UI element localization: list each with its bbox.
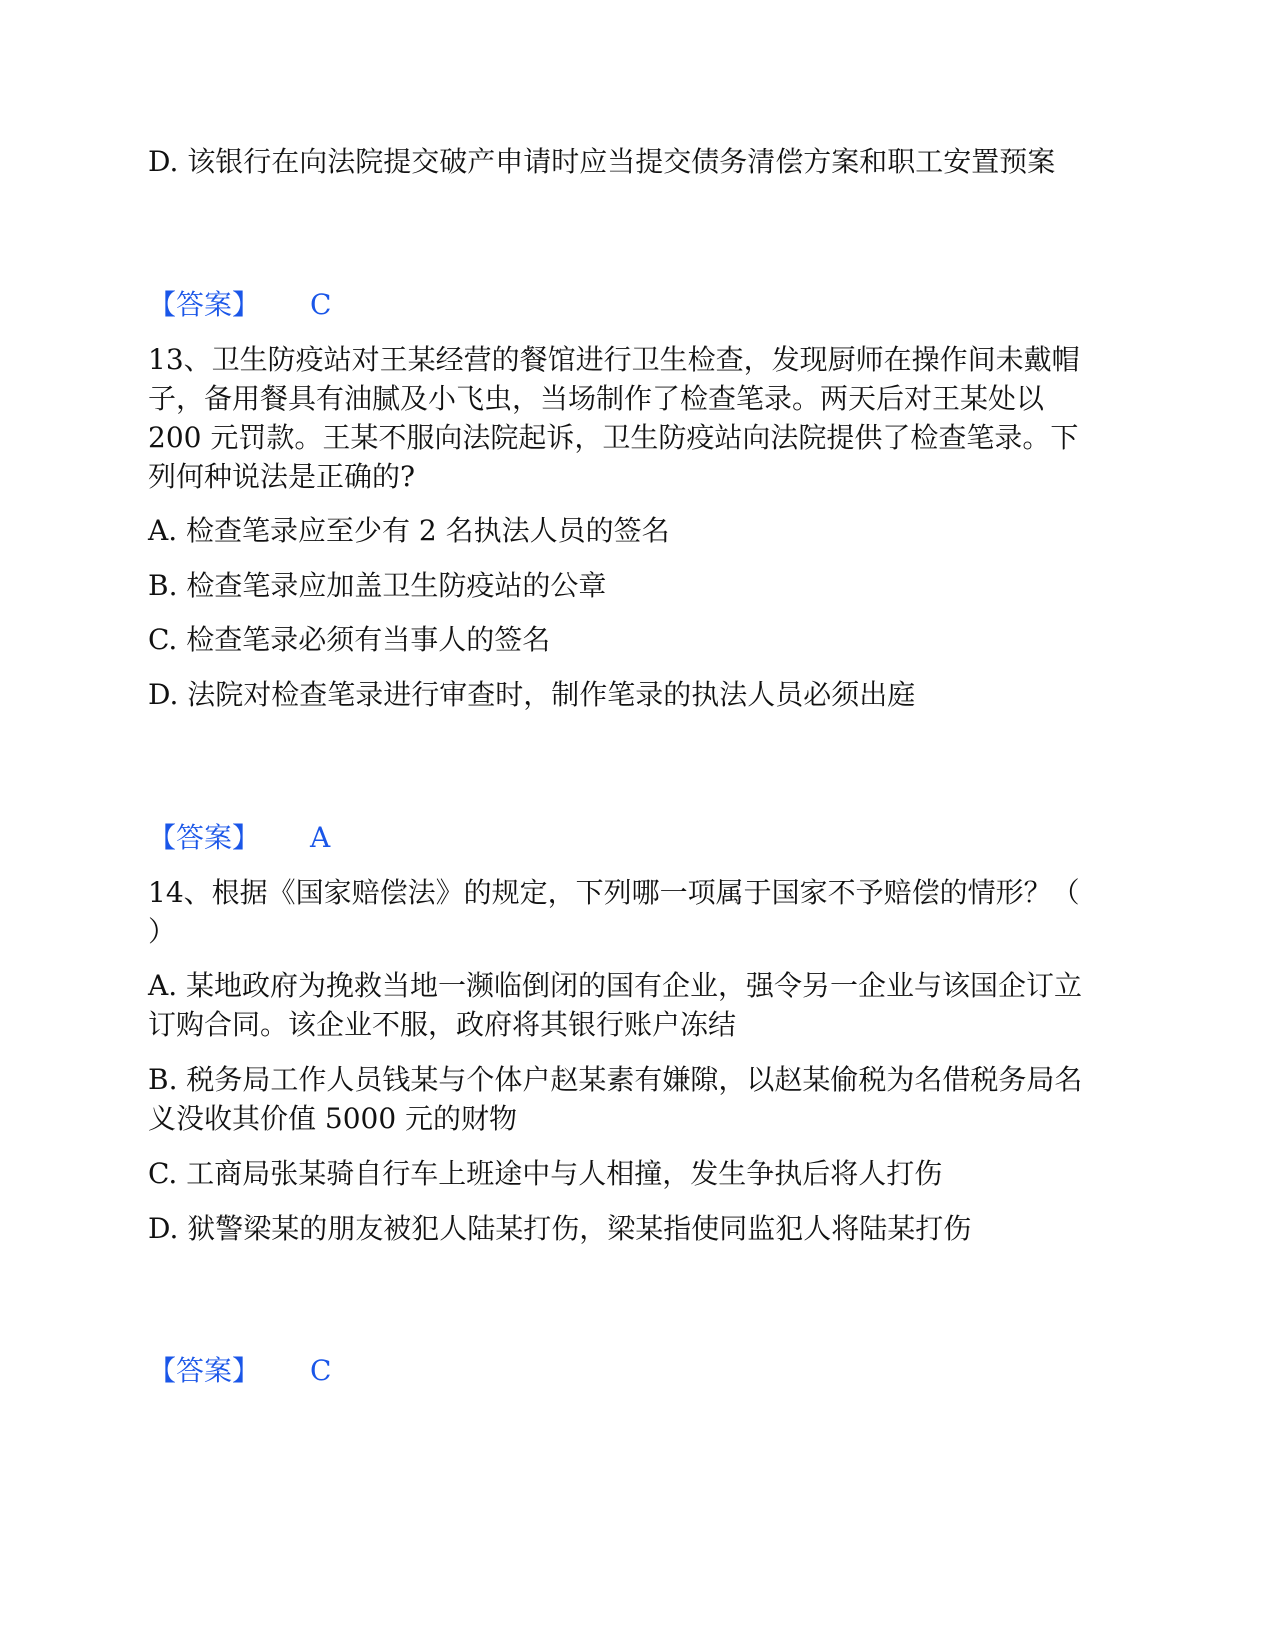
q14-option-c: C. 工商局张某骑自行车上班途中与人相撞，发生争执后将人打伤	[148, 1157, 943, 1190]
q13-option-d: D. 法院对检查笔录进行审查时，制作笔录的执法人员必须出庭	[148, 678, 916, 711]
answer-label: 【答案】	[148, 1354, 261, 1387]
q14-option-d: D. 狱警梁某的朋友被犯人陆某打伤，梁某指使同监犯人将陆某打伤	[148, 1212, 972, 1245]
answer-value: C	[310, 1354, 332, 1387]
q13-text-line: 列何种说法是正确的?	[148, 460, 416, 493]
q14-option-a-line: 订购合同。该企业不服，政府将其银行账户冻结	[148, 1008, 737, 1041]
q13-option-a: A. 检查笔录应至少有 2 名执法人员的签名	[148, 514, 670, 547]
q12-option-d: D. 该银行在向法院提交破产申请时应当提交债务清偿方案和职工安置预案	[148, 145, 1056, 178]
answer-row	[148, 818, 331, 858]
q14-option-b-line: 义没收其价值 5000 元的财物	[148, 1102, 518, 1135]
answer-row	[148, 285, 332, 325]
answer-value: A	[310, 821, 331, 854]
q13-option-b: B. 检查笔录应加盖卫生防疫站的公章	[148, 569, 607, 602]
q13-text-line: 子，备用餐具有油腻及小飞虫，当场制作了检查笔录。两天后对王某处以	[148, 382, 1045, 415]
answer-label: 【答案】	[148, 288, 261, 321]
q14-text-line: ）	[148, 915, 177, 948]
q13-option-c: C. 检查笔录必须有当事人的签名	[148, 623, 551, 656]
answer-row	[148, 1351, 332, 1391]
answer-label: 【答案】	[148, 821, 261, 854]
q14-option-a-line: A. 某地政府为挽救当地一濒临倒闭的国有企业，强令另一企业与该国企订立	[148, 969, 1083, 1002]
q13-text-line: 200 元罚款。王某不服向法院起诉，卫生防疫站向法院提供了检查笔录。下	[148, 421, 1079, 454]
q13-text-line: 13、卫生防疫站对王某经营的餐馆进行卫生检查，发现厨师在操作间未戴帽	[148, 343, 1080, 376]
q14-option-b-line: B. 税务局工作人员钱某与个体户赵某素有嫌隙，以赵某偷税为名借税务局名	[148, 1063, 1083, 1096]
q14-text-line: 14、根据《国家赔偿法》的规定，下列哪一项属于国家不予赔偿的情形？（	[148, 876, 1080, 909]
answer-value: C	[310, 288, 332, 321]
